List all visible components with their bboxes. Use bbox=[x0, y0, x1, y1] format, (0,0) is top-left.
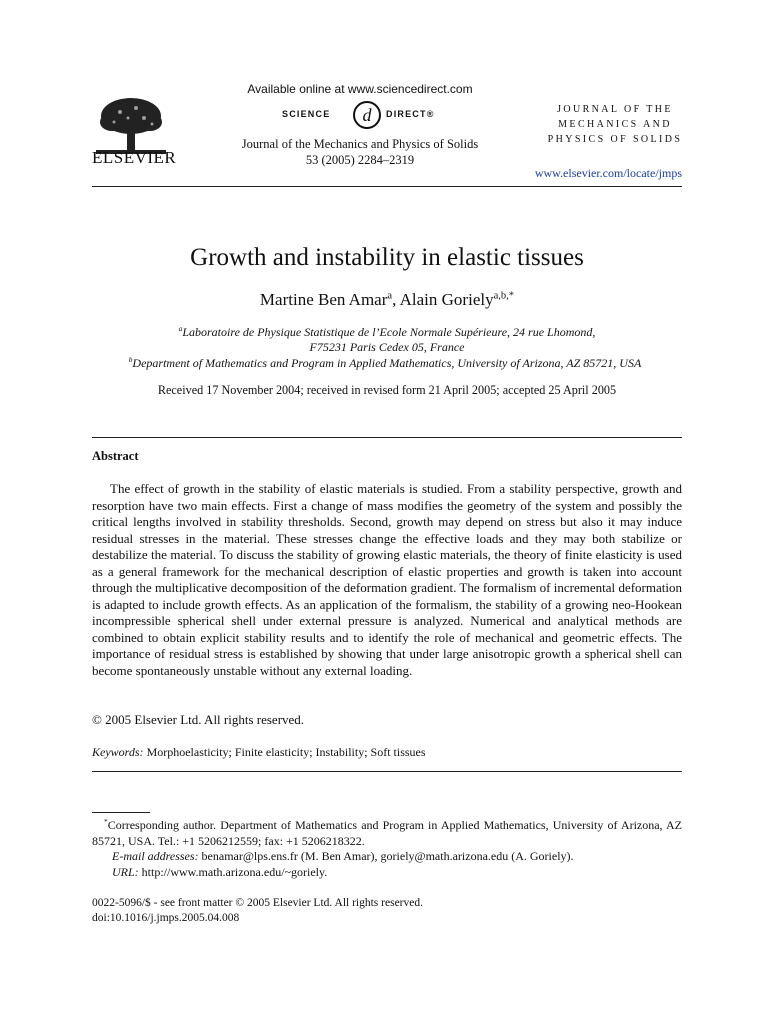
issn-line: 0022-5096/$ - see front matter © 2005 Elsevier Ltd. All rights reserved. bbox=[92, 897, 423, 909]
abstract-heading: Abstract bbox=[92, 449, 139, 463]
sciencedirect-d-icon bbox=[352, 100, 382, 130]
affiliation-b bbox=[80, 356, 690, 371]
author-list bbox=[92, 290, 682, 310]
masthead-line: PHYSICS OF SOLIDS bbox=[547, 134, 683, 145]
header-divider bbox=[92, 186, 682, 187]
abstract-copyright: © 2005 Elsevier Ltd. All rights reserved. bbox=[92, 712, 305, 727]
footnote-star: * bbox=[104, 817, 108, 826]
journal-info bbox=[210, 136, 510, 168]
journal-url-link[interactable]: www.elsevier.com/locate/jmps bbox=[534, 166, 682, 180]
author-name: Alain Goriely bbox=[399, 290, 494, 309]
footnote-text: Corresponding author. Department of Mathematics and Program in Applied Mathematics, University of Arizona, AZ 85721, USA. Tel.: +1 5206212559; fax: +1 5206218322. bbox=[92, 818, 682, 848]
svg-text:d: d bbox=[362, 105, 372, 125]
footnote-email bbox=[112, 849, 574, 864]
doi-line[interactable]: doi:10.1016/j.jmps.2005.04.008 bbox=[92, 912, 240, 924]
author-affil-mark: a,b,* bbox=[493, 290, 515, 302]
footnote-url bbox=[112, 865, 327, 880]
affil-text: F75231 Paris Cedex 05, France bbox=[309, 340, 465, 354]
affiliation-a bbox=[92, 325, 682, 355]
sciencedirect-right: DIRECT® bbox=[386, 109, 435, 119]
masthead-line: JOURNAL OF THE bbox=[557, 104, 673, 115]
footnote-rule bbox=[92, 812, 150, 813]
abstract-top-rule bbox=[92, 437, 682, 438]
author-name: Martine Ben Amar bbox=[259, 290, 388, 309]
masthead-line: MECHANICS AND bbox=[558, 119, 672, 130]
abstract-text: The effect of growth in the stability of elastic materials is studied. From a stability perspective, growth and resorption have two main effects. First a change of mass modifies the geometry of the system and possibly the critical lengths involved in stability thresholds. Second, growth may depend on stress but also it may induce residual stresses in the material. These stresses change the effective loads and they may both stabilize or destabilize the material. To discuss the stability of growing elastic materials, the theory of finite elasticity is used as a general framework for the mechanical description of elastic properties and growth is taken into account through the multiplicative decomposition of the deformation gradient. The formalism of incremental deformation is adapted to include growth effects. As an application of the formalism, the stability of a growing neo-Hookean incompressible spherical shell under external pressure is analyzed. Numerical and analytical methods are combined to obtain explicit stability results and to identify the role of mechanical and geometric effects. The importance of residual stress is established by showing that under large anisotropic growth a spherical shell can become spontaneously unstable without any external loading. bbox=[92, 481, 682, 678]
keywords bbox=[92, 745, 426, 760]
publisher-name: ELSEVIER bbox=[92, 148, 177, 167]
sciencedirect-left: SCIENCE bbox=[282, 109, 331, 119]
keywords-list: Morphoelasticity; Finite elasticity; Instability; Soft tissues bbox=[143, 745, 426, 759]
affil-mark: b bbox=[128, 355, 133, 364]
affil-text: Laboratoire de Physique Statistique de l’Ecole Normale Supérieure, 24 rue Lhomond, bbox=[182, 325, 596, 339]
author-url-link[interactable]: http://www.math.arizona.edu/~goriely. bbox=[138, 865, 328, 879]
url-label: URL: bbox=[112, 865, 139, 879]
journal-masthead bbox=[540, 102, 690, 147]
journal-name: Journal of the Mechanics and Physics of Solids bbox=[241, 137, 479, 151]
email-addresses[interactable]: benamar@lps.ens.fr (M. Ben Amar), goriely@math.arizona.edu (A. Goriely). bbox=[198, 849, 574, 863]
available-online: Available online at www.sciencedirect.com bbox=[247, 82, 473, 96]
author-affil-mark: a bbox=[387, 290, 393, 302]
keywords-label: Keywords: bbox=[92, 745, 144, 759]
email-label: E-mail addresses: bbox=[112, 849, 199, 863]
sciencedirect-logo bbox=[282, 100, 482, 132]
affil-mark: a bbox=[178, 324, 183, 333]
author-separator: , bbox=[392, 290, 400, 309]
received-dates: Received 17 November 2004; received in revised form 21 April 2005; accepted 25 April 2005 bbox=[157, 383, 617, 397]
affil-text: Department of Mathematics and Program in Applied Mathematics, University of Arizona, AZ 85721, USA bbox=[132, 356, 642, 370]
abstract-bottom-rule bbox=[92, 771, 682, 772]
footnote-corresponding bbox=[92, 817, 682, 849]
journal-citation: 53 (2005) 2284–2319 bbox=[305, 153, 415, 167]
article-title: Growth and instability in elastic tissues bbox=[190, 244, 584, 271]
